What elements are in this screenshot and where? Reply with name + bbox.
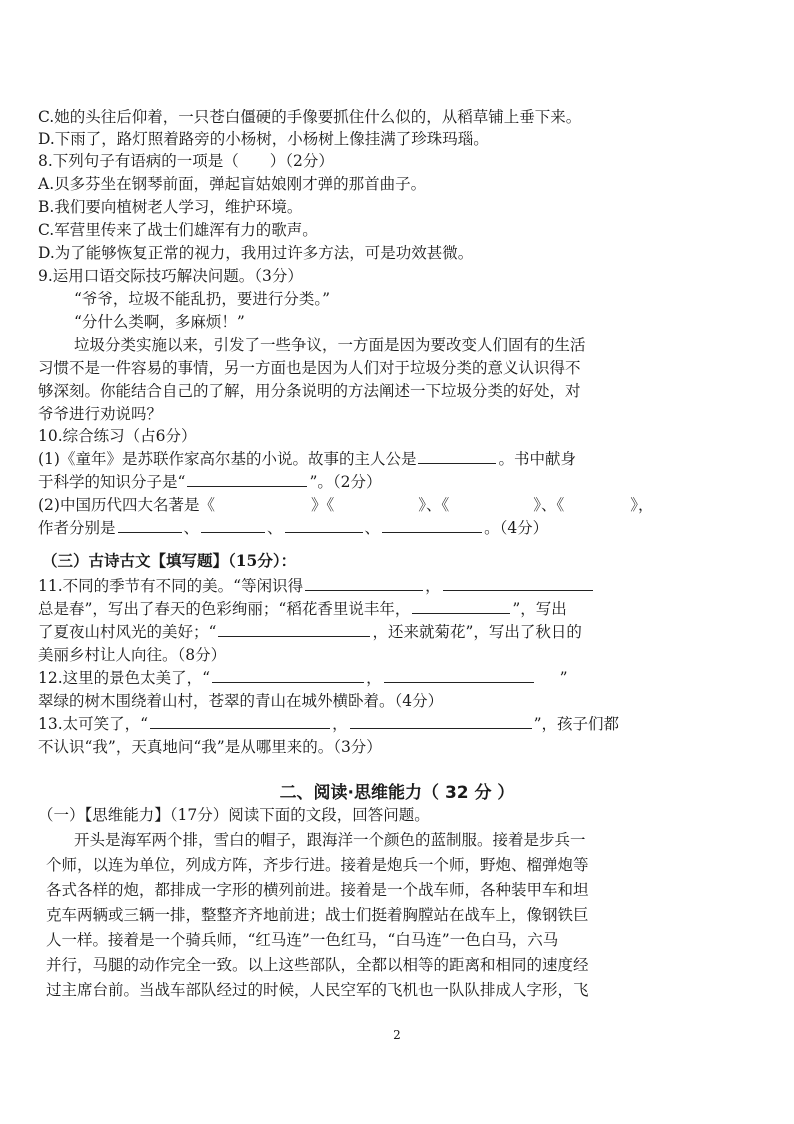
q10-part2-line2: 作者分别是 、 、 、 。（4分）: [38, 519, 549, 537]
question-11-line1: 11.不同的季节有不同的美。“等闲识得 ，: [38, 575, 595, 597]
passage-line-1: 开头是海军两个排，雪白的帽子，跟海洋一个颜色的蓝制服。接着是步兵一: [74, 831, 586, 849]
q10-part1-line2: 于科学的知识分子是“ ”。（2分）: [38, 473, 382, 491]
answer-blank[interactable]: [285, 517, 363, 533]
dialogue-line-2: “分什么类啊，多麻烦！”: [74, 313, 245, 331]
q9-paragraph-line-3: 够深刻。你能结合自己的了解，用分条说明的方法阐述一下垃圾分类的好处，对: [38, 382, 581, 400]
section-3-heading: （三）古诗古文【填写题】（15分）：: [42, 551, 297, 570]
answer-blank[interactable]: [187, 471, 307, 487]
question-11-line4: 美丽乡村让人向往。（8分）: [38, 646, 227, 664]
question-13-line1: 13.太可笑了，“ ， ”，孩子们都: [38, 715, 620, 733]
q8-option-a: A.贝多芬坐在钢琴前面，弹起盲姑娘刚才弹的那首曲子。: [38, 175, 427, 193]
answer-blank[interactable]: [443, 575, 593, 591]
question-9: 9.运用口语交际技巧解决问题。（3分）: [38, 267, 303, 285]
dialogue-line-1: “爷爷，垃圾不能乱扔，要进行分类。”: [74, 290, 331, 308]
answer-blank[interactable]: [212, 667, 364, 683]
option-d-line: D.下雨了，路灯照着路旁的小杨树，小杨树上像挂满了珍珠玛瑙。: [38, 130, 489, 148]
q9-paragraph-line-1: 垃圾分类实施以来，引发了一些争议，一方面是因为要改变人们固有的生活: [74, 336, 586, 354]
passage-line-3: 各式各样的炮，都排成一字形的横列前进。接着是一个战车师，各种装甲车和坦: [46, 881, 589, 899]
option-c-line: C.她的头往后仰着，一只苍白僵硬的手像要抓住什么似的，从稻草铺上垂下来。: [38, 108, 582, 126]
question-13-line2: 不认识“我”，天真地问“我”是从哪里来的。（3分）: [38, 738, 382, 756]
question-10: 10.综合练习（占6分）: [38, 427, 197, 445]
passage-line-5: 人一样。接着是一个骑兵师，“红马连”一色红马，“白马连”一色白马，六马: [46, 931, 559, 949]
q9-paragraph-line-4: 爷爷进行劝说吗？: [38, 405, 163, 423]
q9-paragraph-line-2: 习惯不是一件容易的事情，另一方面也是因为人们对于垃圾分类的意义认识得不: [38, 359, 581, 377]
passage-line-6: 并行，马腿的动作完全一致。以上这些部队，全都以相等的距离和相同的速度经: [46, 956, 589, 974]
answer-blank[interactable]: [382, 517, 482, 533]
section-2-title: 二、阅读·思维能力（ 32 分 ）: [279, 783, 515, 803]
page-number: 2: [393, 1028, 401, 1042]
question-12-line1: 12.这里的景色太美了，“ ， ”: [38, 669, 568, 687]
q8-option-d: D.为了能够恢复正常的视力，我用过许多方法，可是功效甚微。: [38, 244, 474, 262]
question-8: 8.下列句子有语病的一项是（ ）（2分）: [38, 152, 334, 170]
answer-blank[interactable]: [350, 713, 532, 729]
answer-blank[interactable]: [218, 621, 370, 637]
answer-blank[interactable]: [305, 575, 423, 591]
answer-blank[interactable]: [418, 448, 496, 464]
q10-part1-line1: (1)《童年》是苏联作家高尔基的小说。故事的主人公是 。书中献身: [38, 450, 576, 468]
q8-option-b: B.我们要向植树老人学习，维护环境。: [38, 198, 303, 216]
passage-line-2: 个师，以连为单位，列成方阵，齐步行进。接着是炮兵一个师，野炮、榴弹炮等: [46, 856, 589, 874]
answer-blank[interactable]: [150, 713, 330, 729]
answer-blank[interactable]: [412, 598, 510, 614]
question-11-line3: 了夏夜山村风光的美好；“ ，还来就菊花”，写出了秋日的: [38, 623, 582, 641]
passage-line-7: 过主席台前。当战车部队经过的时候，人民空军的飞机也一队队排成人字形，飞: [46, 981, 589, 999]
answer-blank[interactable]: [201, 517, 265, 533]
passage-line-4: 克车两辆或三辆一排，整整齐齐地前进；战士们挺着胸膛站在战车上，像钢铁巨: [46, 906, 589, 924]
question-12-line2: 翠绿的树木围绕着山村，苍翠的青山在城外横卧着。（4分）: [38, 692, 444, 710]
question-11-line2: 总是春”，写出了春天的色彩绚丽；“稻花香里说丰年， ”，写出: [38, 600, 567, 618]
q10-part2-line1: (2)中国历代四大名著是《 》《 》、《 》、《 》，: [38, 496, 654, 514]
q8-option-c: C.军营里传来了战士们雄浑有力的歌声。: [38, 221, 318, 239]
answer-blank[interactable]: [118, 517, 182, 533]
reading-part1-heading: （一）【思维能力】（17分）阅读下面的文段，回答问题。: [38, 806, 430, 824]
answer-blank[interactable]: [384, 667, 534, 683]
